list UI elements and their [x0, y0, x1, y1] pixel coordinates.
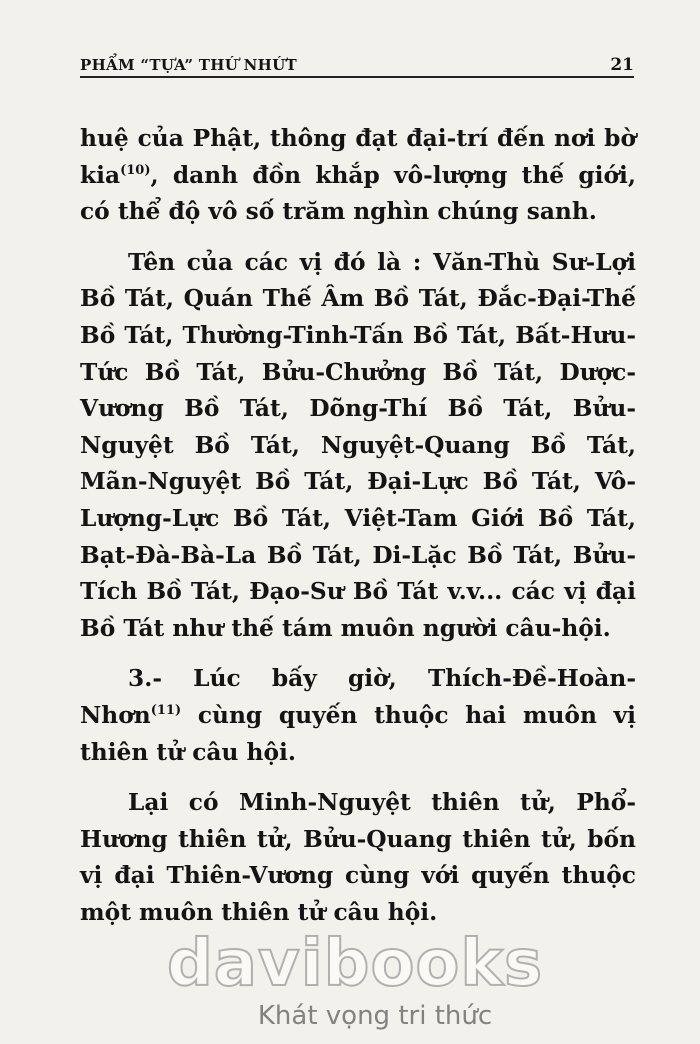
body-text	[80, 121, 636, 931]
running-header	[80, 56, 634, 82]
page-number: 21	[610, 55, 634, 75]
paragraph-4: Lại có Minh-Nguyệt thiên tử, Phổ-Hương thiên tử, Bửu-Quang thiên tử, bốn vị đại Thiên-Vương cùng với quyến thuộc một muôn thiên tử câu hội.	[80, 789, 636, 926]
paragraph-1-part-b: , danh đồn khắp vô-lượng thế giới, có thể độ vô số trăm nghìn chúng sanh.	[80, 161, 636, 226]
paragraph-1-part-a: huệ của Phật, thông đạt đại-trí đến nơi bờ kia	[80, 125, 636, 189]
paragraph-2: Tên của các vị đó là : Văn-Thù Sư-Lợi Bồ Tát, Quán Thế Âm Bồ Tát, Đắc-Đại-Thế Bồ Tát, Thường-Tinh-Tấn Bồ Tát, Bất-Hưu-Tức Bồ Tát, Bửu-Chưởng Bồ Tát, Dược-Vương Bồ Tát, Dõng-Thí Bồ Tát, Bửu-Nguyệt Bồ Tát, Nguyệt-Quang Bồ Tát, Mãn-Nguyệt Bồ Tát, Đại-Lực Bồ Tát, Vô-Lượng-Lực Bồ Tát, Việt-Tam Giới Bồ Tát, Bạt-Đà-Bà-La Bồ Tát, Di-Lặc Bồ Tát, Bửu-Tích Bồ Tát, Đạo-Sư Bồ Tát v.v... các vị đại Bồ Tát như thế tám muôn người câu-hội.	[80, 248, 636, 642]
watermark-logo: davibooks	[166, 927, 544, 1001]
footnote-ref-10: (10)	[120, 162, 151, 178]
header-rule	[80, 76, 634, 78]
paragraph-3-part-a: 3.- Lúc bấy giờ, Thích-Đề-Hoàn-Nhơn	[80, 665, 636, 729]
watermark	[0, 925, 700, 1044]
footnote-ref-11: (11)	[150, 702, 182, 718]
paragraph-1	[80, 121, 636, 231]
paragraph-3	[80, 661, 636, 771]
running-title: PHẨM “TỰA” THỨ NHỨT	[80, 56, 297, 74]
watermark-tagline: Khát vọng tri thức	[257, 1001, 493, 1031]
paragraph-3-part-b: cùng quyến thuộc hai muôn vị thiên tử câu hội.	[80, 701, 636, 766]
